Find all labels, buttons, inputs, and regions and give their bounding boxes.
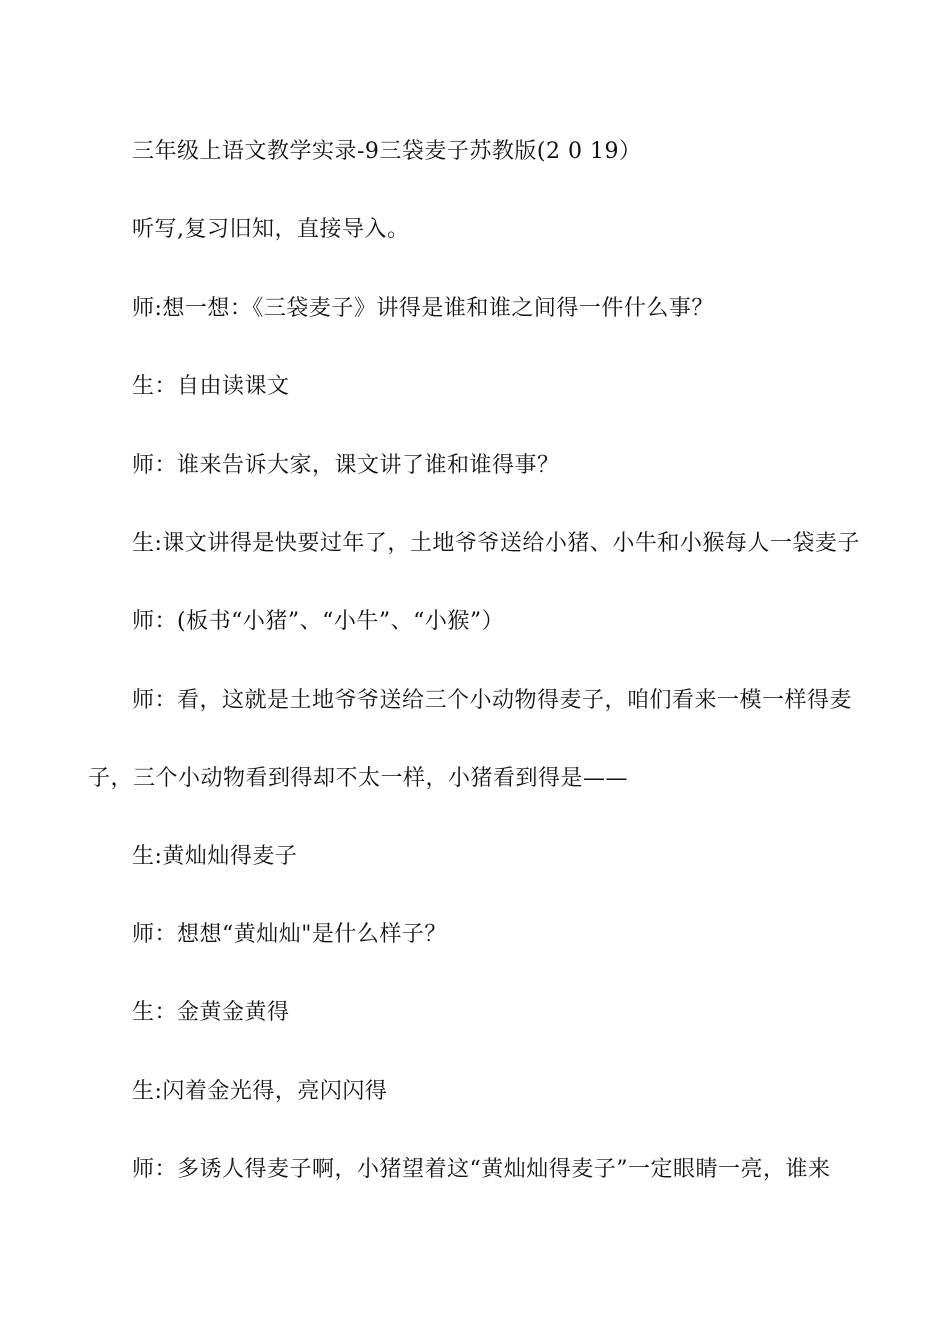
paragraph: 师：谁来告诉大家，课文讲了谁和谁得事？: [132, 453, 560, 478]
paragraph-continuation: 子，三个小动物看到得却不太一样，小猪看到得是——: [88, 766, 629, 791]
paragraph: 师：(板书“小猪”、“小牛”、“小猴”）: [132, 609, 505, 634]
paragraph: 师：想想“黄灿灿"是什么样子？: [132, 922, 447, 947]
paragraph: 生：自由读课文: [132, 374, 290, 399]
paragraph: 生：金黄金黄得: [132, 1000, 290, 1025]
paragraph: 听写,复习旧知，直接导入。: [132, 217, 410, 242]
paragraph: 生:闪着金光得，亮闪闪得: [132, 1079, 388, 1104]
paragraph: 师:想一想：《三袋麦子》讲得是谁和谁之间得一件什么事？: [132, 296, 714, 321]
document-title: 三年级上语文教学实录-9三袋麦子苏教版(2 0 19）: [132, 139, 642, 164]
paragraph: 生:黄灿灿得麦子: [132, 844, 298, 869]
paragraph: 师：多诱人得麦子啊，小猪望着这“黄灿灿得麦子”一定眼睛一亮，谁来: [132, 1157, 831, 1182]
paragraph: 生:课文讲得是快要过年了，土地爷爷送给小猪、小牛和小猴每人一袋麦子: [132, 531, 860, 556]
paragraph: 师：看，这就是土地爷爷送给三个小动物得麦子，咱们看来一模一样得麦: [132, 688, 853, 713]
